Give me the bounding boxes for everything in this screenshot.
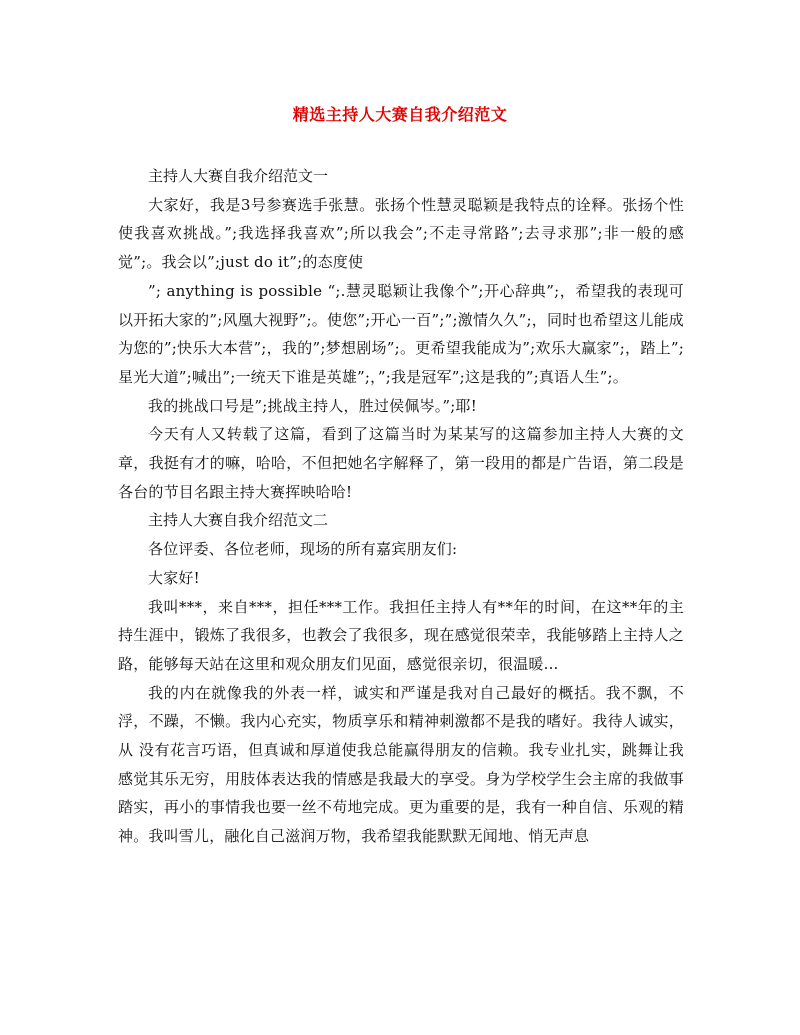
document-body [118,162,684,851]
document-title: 精选主持人大赛自我介绍范文 [292,105,508,124]
paragraph: 我的内在就像我的外表一样，诚实和严谨是我对自己最好的概括。我不飘，不浮，不躁，不懒。我内心充实，物质享乐和精神刺激都不是我的嗜好。我待人诚实，从 没有花言巧语，但真诚和厚道使我总能赢得朋友的信赖。我专业扎实，跳舞让我感觉其乐无穷，用肢体表达我的情感是我最大的享受。身为学校学生会主席的我做事 踏实，再小的事情我也要一丝不苟地完成。更为重要的是，我有一种自信、乐观的精神。我叫雪儿，融化自己滋润万物，我希望我能默默无闻地、悄无声息 [118,683,684,846]
section-heading-1: 主持人大赛自我介绍范文一 [148,167,329,185]
paragraph: 大家好，我是3号参赛选手张慧。张扬个性慧灵聪颖是我特点的诠释。张扬个性使我喜欢挑战。”;我选择我喜欢”;所以我会”;不走寻常路”;去寻求那”;非一般的感觉”;。我会以”;just do it”;的态度使 [118,195,684,272]
paragraph: ”; anything is possible “;.慧灵聪颖让我像个”;开心辞典”;，希望我的表现可以开拓大家的”;风凰大视野”;。使您”;开心一百”;”;激情久久”;，同时也希望这儿能成为您的”;快乐大本营”;，我的”;梦想剧场”;。更希望我能成为”;欢乐大赢家”;，踏上”;星光大道”;喊出”;一统天下谁是英雄”;，”;我是冠军”;这是我的”;真语人生”;。 [118,281,684,386]
paragraph: 我叫***，来自***，担任***工作。我担任主持人有**年的时间，在这**年的主持生涯中，锻炼了我很多，也教会了我很多，现在感觉很荣幸，我能够踏上主持人之路，能够每天站在这里和观众朋友们见面，感觉很亲切，很温暖... [118,597,684,673]
paragraph: 大家好! [148,568,200,587]
paragraph: 今天有人又转载了这篇，看到了这篇当时为某某写的这篇参加主持人大赛的文章，我挺有才的嘛，哈哈，不但把她名字解释了，第一段用的都是广告语，第二段是各台的节目名跟主持大赛挥映哈哈! [118,425,684,501]
paragraph: 各位评委、各位老师，现场的所有嘉宾朋友们: [148,540,458,559]
section-heading-2: 主持人大赛自我介绍范文二 [148,511,329,530]
paragraph: 我的挑战口号是”;挑战主持人，胜过侯佩岑。”;耶! [148,396,477,415]
